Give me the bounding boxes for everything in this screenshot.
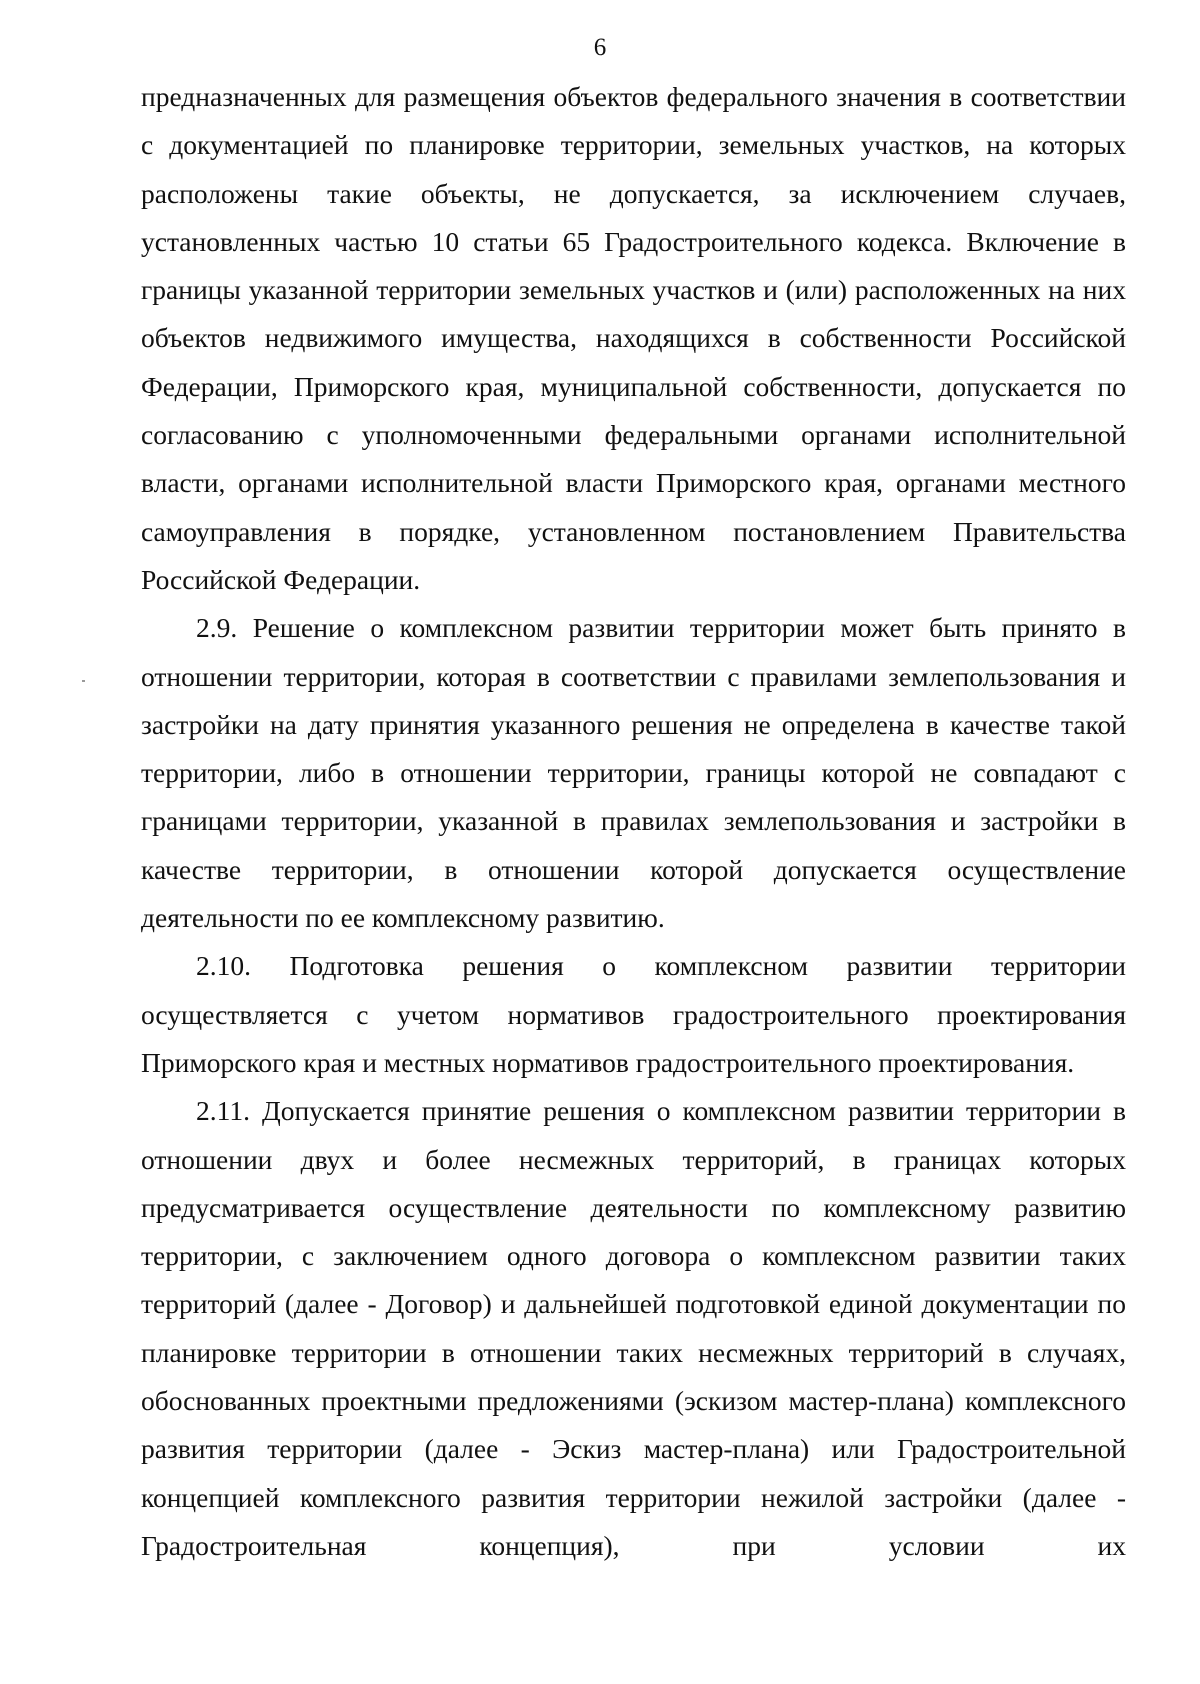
- page-number: 6: [593, 34, 607, 61]
- paragraph-2-9: 2.9. Решение о комплексном развитии территории может быть принято в отношении территории, которая в соответствии с правилами землепользования и застройки на дату принятия указанного решения не определена в качестве такой территории, либо в отношении территории, границы которой не совпадают с границами территории, указанной в правилах землепользования и застройки в качестве территории, в отношении которой допускается осуществление деятельности по ее комплексному развитию.: [141, 612, 1126, 934]
- paragraph-continuation: предназначенных для размещения объектов федерального значения в соответствии с документацией по планировке территории, земельных участков, на которых расположены такие объекты, не допускается, за исключением случаев, установленных частью 10 статьи 65 Градостроительного кодекса. Включение в границы указанной территории земельных участков и (или) расположенных на них объектов недвижимого имущества, находящихся в собственности Российской Федерации, Приморского края, муниципальной собственности, допускается по согласованию с уполномоченными федеральными органами исполнительной власти, органами исполнительной власти Приморского края, органами местного самоуправления в порядке, установленном постановлением Правительства Российской Федерации.: [141, 81, 1126, 595]
- document-body: [141, 73, 1126, 1570]
- scan-artifact: [82, 680, 85, 682]
- paragraph-2-11: 2.11. Допускается принятие решения о комплексном развитии территории в отношении двух и более несмежных территорий, в границах которых предусматривается осуществление деятельности по комплексному развитию территории, с заключением одного договора о комплексном развитии таких территорий (далее - Договор) и дальнейшей подготовкой единой документации по планировке территории в отношении таких несмежных территорий в случаях, обоснованных проектными предложениями (эскизом мастер-плана) комплексного развития территории (далее - Эскиз мастер-плана) или Градостроительной концепцией комплексного развития территории нежилой застройки (далее - Градостроительная концепция), при условии их: [141, 1095, 1126, 1561]
- paragraph-2-10: 2.10. Подготовка решения о комплексном развитии территории осуществляется с учетом нормативов градостроительного проектирования Приморского края и местных нормативов градостроительного проектирования.: [141, 950, 1126, 1078]
